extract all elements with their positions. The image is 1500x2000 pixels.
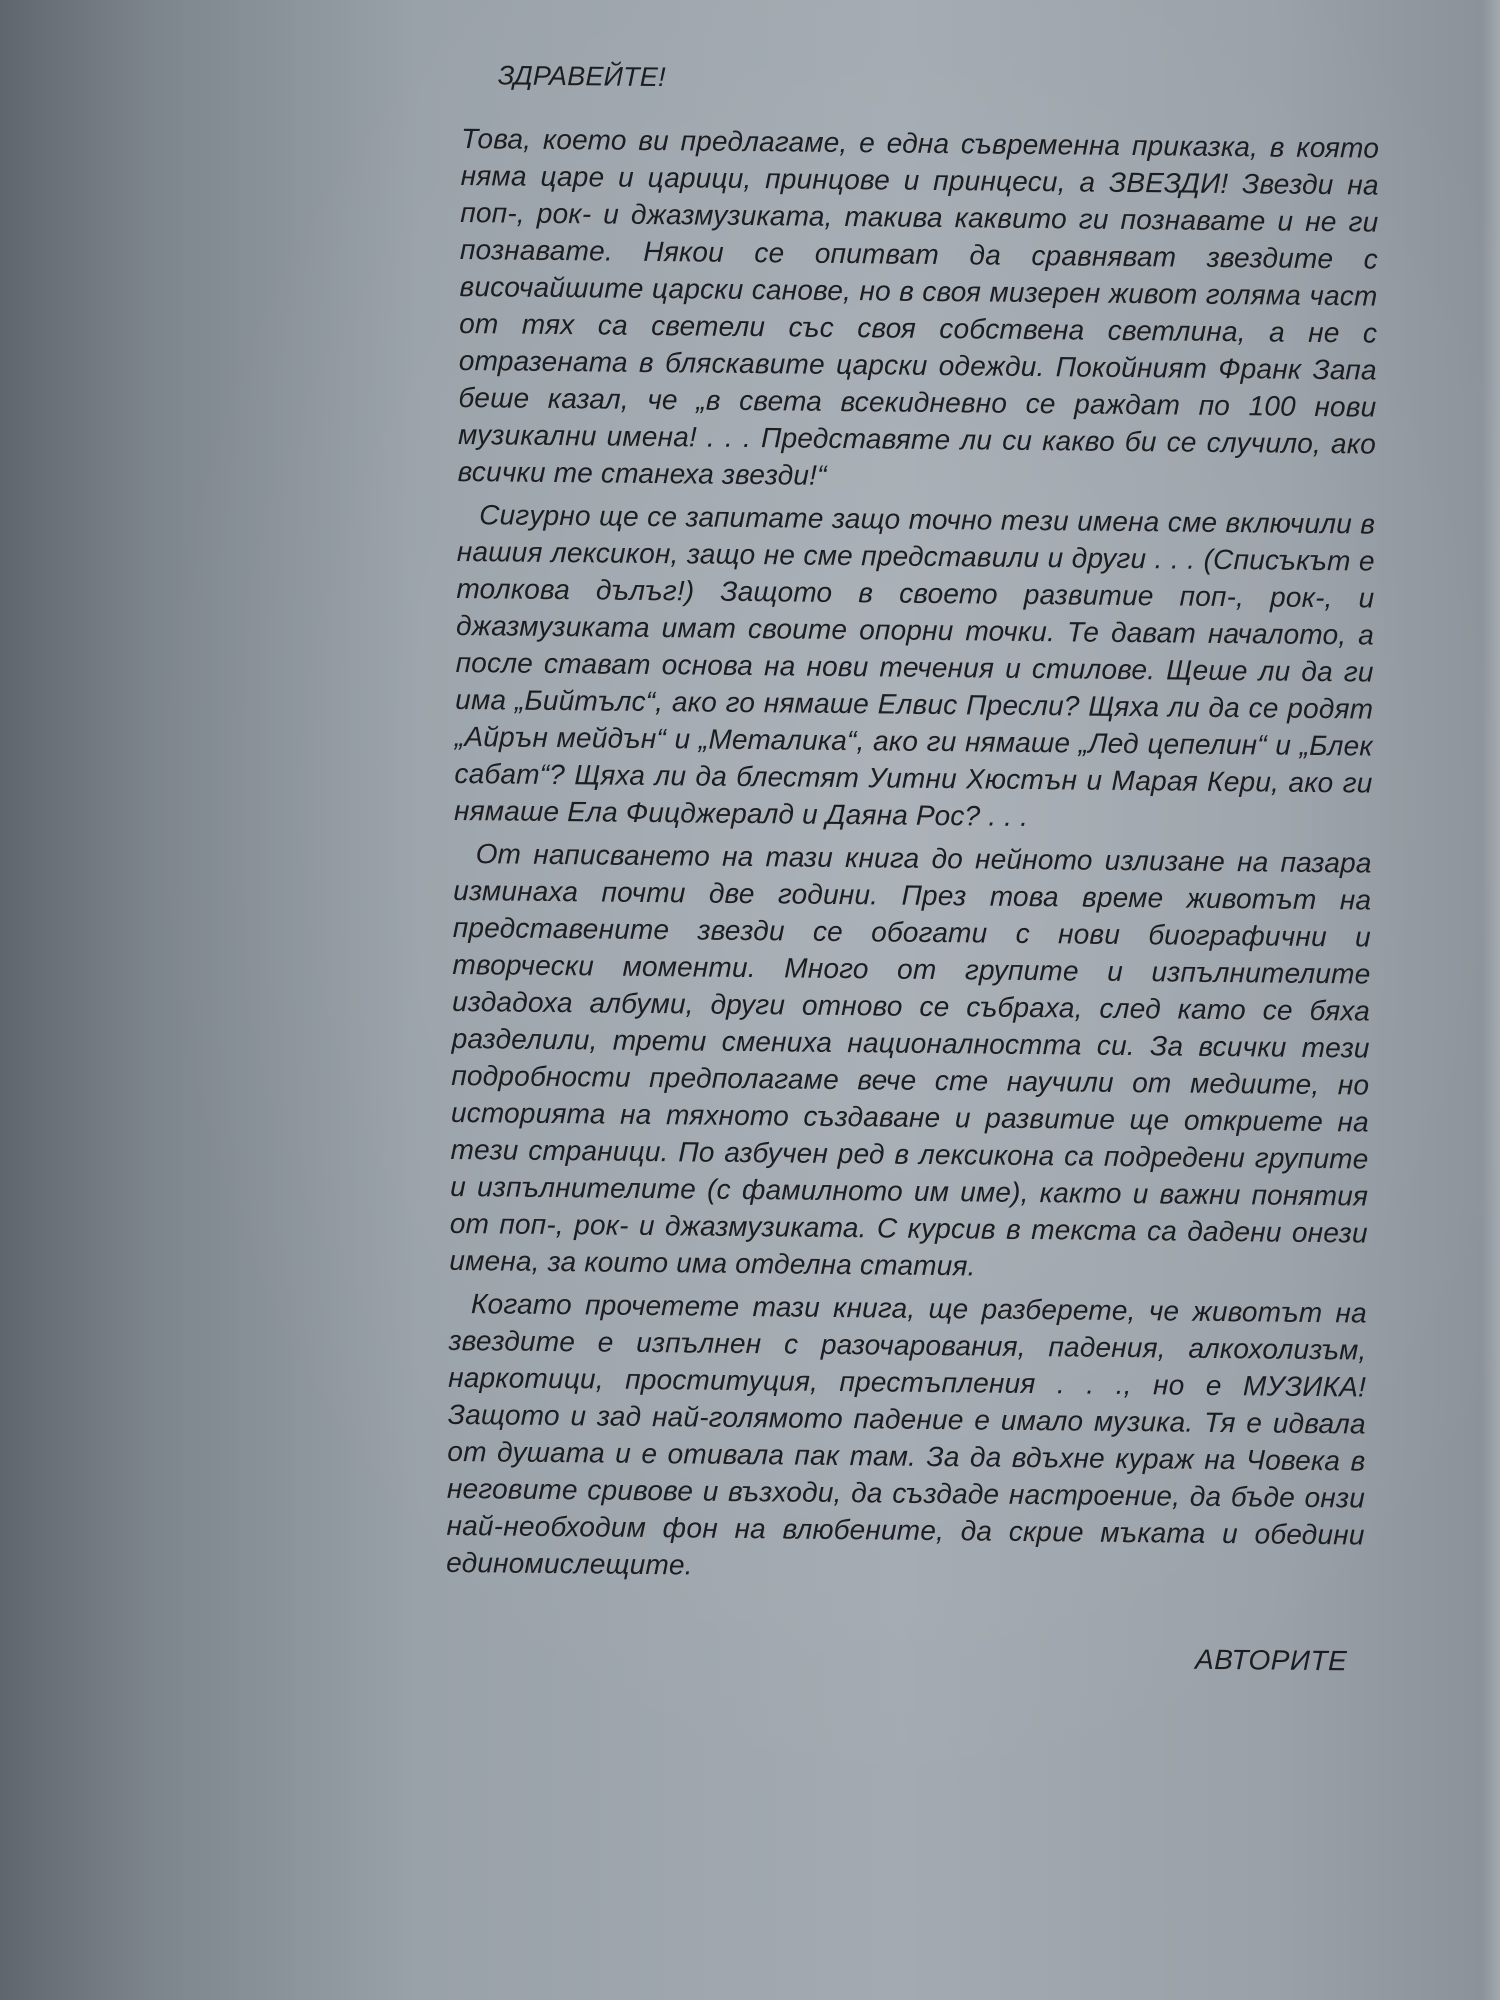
page-edge-highlight [1482,0,1500,2000]
preface-greeting: ЗДРАВЕЙТЕ! [497,60,666,93]
preface-paragraph-2: Сигурно ще се запитате защо точно тези имена сме включили в нашия лексикон, защо не сме представили и други . . . (Списъкът е толкова дълъг!) Защото в своето развитие поп-, рок-, и джазмузиката имат своите опорни точки. Те дават началото, а после стават основа на нови течения и стилове. Щеше ли да ги има „Бийтълс“, ако го нямаше Елвис Пресли? Щяха ли да се родят „Айрън мейдън“ и „Металика“, ако ги нямаше „Лед цепелин“ и „Блек сабат“? Щяха ли да блестят Уитни Хюстън и Марая Кери, ако ги нямаше Ела Фицджералд и Даяна Рос? . . . [453,499,1376,832]
preface-paragraph-3: От написването на тази книга до нейното излизане на пазара изминаха почти две години. През това време животът на представените звезди се обогати с нови биографични и творчески моменти. Много от групите и изпълнителите издадоха албуми, други отново се събраха, след като се бяха разделили, трети смениха националността си. За всички тези подробности предполагаме вече сте научили от медиите, но историята на тяхното създаване и развитие ще откриете на тези страници. По азбучен ред в лексикона са подредени групите и изпълнителите (с фамилното им име), както и важни понятия от поп-, рок- и джазмузиката. С курсив в текста са дадени онези имена, за които има отделна статия. [449,838,1372,1282]
preface-signature: АВТОРИТЕ [1194,1643,1348,1677]
preface-text-block [445,58,1380,1680]
preface-paragraph-1: Това, което ви предлагаме, е една съвременна приказка, в която няма царе и царици, принцове и принцеси, а ЗВЕЗДИ! Звезди на поп-, рок- и джазмузиката, такива каквито ги познавате и не ги познавате. Някои се опитват да сравняват звездите с височайшите царски санове, но в своя мизерен живот голяма част от тях са светели със своя собствена светлина, а не с отразената в бляскавите царски одежди. Покойният Франк Запа беше казал, че „в света всекидневно се раждат по 100 нови музикални имена! . . . Представяте ли си какво би се случило, ако всички те станеха звезди!“ [457,122,1380,491]
preface-paragraph-4: Когато прочетете тази книга, ще разберете, че животът на звездите е изпълнен с разочарования, падения, алкохолизъм, наркотици, проституция, престъпления . . ., но е МУЗИКА! Защото и зад най-голямото падение е имало музика. Тя е идвала от душата и е отивала пак там. За да вдъхне кураж на Човека в неговите сривове и възходи, да създаде настроение, да бъде онзи най-необходим фон на влюбените, да скрие мъката и обедини единомислещите. [446,1288,1368,1581]
